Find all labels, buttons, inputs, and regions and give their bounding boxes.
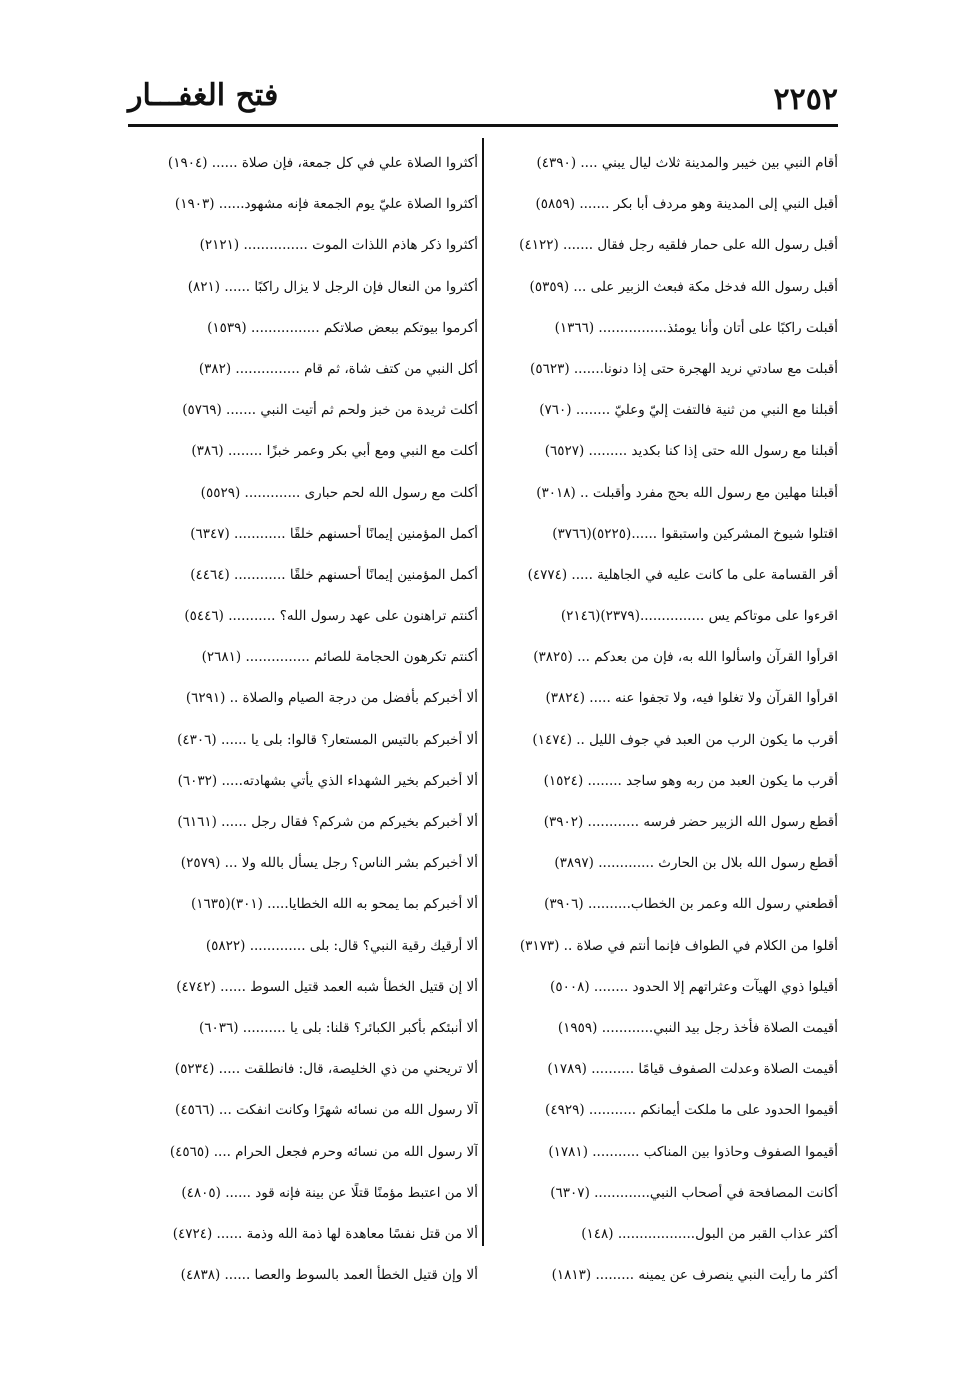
index-entry: آلا رسول الله من نسائه وحرم فجعل الحرام .... (٤٥٦٥)	[169, 1143, 478, 1160]
index-entry: أكمل المؤمنين إيمانًا أحسنهم خلقًا ............ (٦٣٤٧)	[190, 525, 478, 542]
index-entry: ألا من قتل نفسًا معاهدة لها ذمة الله وذمة ...... (٤٧٢٤)	[172, 1225, 478, 1242]
index-entry: ألا أخبركم بخيركم من شركم؟ فقال رجل ...... (٦١٦١)	[177, 814, 478, 830]
index-entry: ألا أخبركم بأفضل من درجة الصيام والصلاة .. (٦٢٩١)	[185, 690, 478, 707]
index-entry: أقيلوا ذوي الهيآت وعثراتهم إلا الحدود ........ (٥٠٠٨)	[550, 978, 838, 995]
index-entry: أقرب ما يكون الرب من العبد في جوف الليل .. (١٤٧٤)	[532, 731, 838, 748]
page-number: ٢٢٥٢	[773, 82, 838, 117]
index-entry: أقبلت راكبًا على أتان وأنا يومئذ................ (١٣٦٦)	[554, 319, 838, 336]
index-entry: ألا أخبركم بخير الشهداء الذي يأتي بشهادته..... (٦٠٣٢)	[177, 772, 478, 789]
book-title: فتح الغفـــار	[128, 78, 279, 113]
index-entry: أكمل المؤمنين إيمانًا أحسنهم خلقًا ............ (٤٤٦٤)	[190, 566, 478, 583]
index-entry: أكثروا الصلاة علي في كل جمعة، فإن صلاة ...... (١٩٠٤)	[167, 155, 478, 171]
index-column-left	[126, 143, 478, 1296]
index-entry: أقبل النبي إلى المدينة وهو مردف أبا بكر ....... (٥٨٥٩)	[535, 196, 838, 213]
index-entry: آلا رسول الله من نسائه شهرًا وكانت انفكت ... (٤٥٦٦)	[175, 1102, 478, 1119]
index-entry: ألا تريحني من ذي الخليصة، قال: فانطلقت ..... (٥٢٣٤)	[174, 1061, 478, 1078]
column-divider	[482, 138, 484, 1246]
index-entry: أقطعني رسول الله وعمر بن الخطاب.......... (٣٩٠٦)	[544, 896, 838, 913]
index-entry: أقيمت الصلاة وعدلت الصفوف قيامًا .......... (١٧٨٩)	[547, 1061, 838, 1078]
index-entry: أقر القسامة على ما كانت عليه في الجاهلية ..... (٤٧٧٤)	[527, 566, 838, 583]
index-entry: أقيموا الحدود على ما ملكت أيمانكم ........... (٤٩٢٩)	[545, 1102, 838, 1119]
index-entry: أكنتم تراهنون على عهد رسول الله؟ ........... (٥٤٤٦)	[184, 608, 478, 625]
index-entry: أقطع رسول الله الزبير حضر فرسه ............ (٣٩٠٢)	[543, 814, 838, 830]
index-entry: أقبلنا مهلين مع رسول الله بحج مفرد وأقبلت .. (٣٠١٨)	[536, 484, 838, 501]
index-entry: أكثروا من النعال فإن الرجل لا يزال راكبًا ...... (٨٢١)	[187, 278, 478, 295]
index-entry: أكانت المصافحة في أصحاب النبي............. (٦٣٠٧)	[550, 1184, 838, 1201]
index-entry: أكثروا الصلاة عليّ يوم الجمعة فإنه مشهود...... (١٩٠٣)	[174, 196, 478, 213]
index-entry: ألا أنبئكم بأكبر الكبائر؟ قلنا: بلى يا .......... (٦٠٣٦)	[198, 1019, 478, 1036]
index-column-right	[486, 143, 838, 1296]
index-entry: أكثر عذاب القبر من البول.................. (١٤٨)	[581, 1225, 838, 1242]
index-entry: ألا أخبركم بالتيس المستعار؟ قالوا: بلى يا ...... (٤٣٠٦)	[177, 731, 478, 748]
index-entry: أكلت ثريدة من خبز ولحم ثم أتيت النبي ....... (٥٧٦٩)	[182, 402, 478, 419]
index-entry: اقرءوا على موتاكم يس ...............(٢٣٧٩)(٢١٤٦)	[560, 608, 838, 625]
index-entry: أكثروا ذكر هاذم اللذات الموت ............... (٢١٢١)	[199, 237, 478, 254]
index-entry: ألا أرقيك رقية النبي؟ قال: بلى ............. (٥٨٢٢)	[205, 937, 478, 954]
index-entry: أقيموا الصفوف وحاذوا بين المناكب ........... (١٧٨١)	[548, 1143, 838, 1160]
page-header	[128, 76, 838, 124]
index-entry: أقلوا من الكلام في الطواف فإنما أنتم في صلاة .. (٣١٧٣)	[519, 937, 838, 954]
index-entry: ألا أخبركم بما يمحو به الله الخطايا..... (٣٠١)(١٦٣٥)	[191, 896, 478, 913]
header-rule	[128, 124, 838, 127]
index-entry: اقرأوا القرآن واسألوا الله به، فإن من بعدكم ... (٣٨٢٥)	[533, 649, 838, 666]
index-entry: أكلت مع رسول الله لحم حبارى ............. (٥٥٢٩)	[200, 484, 478, 501]
index-entry: أقبلنا مع النبي من ثنية فالتفت إليّ وعليّ ........ (٧٦٠)	[539, 402, 838, 419]
index-entry: أكرموا بيوتكم ببعض صلاتكم ................ (١٥٣٩)	[207, 319, 478, 336]
index-entry: أقبل رسول الله على حمار فلقيه رجل فقال ....... (٤١٢٢)	[519, 237, 838, 254]
index-entry: أكثر ما رأيت النبي ينصرف عن يمينه ......... (١٨١٣)	[551, 1267, 838, 1284]
index-entry: أقيمت الصلاة فأخذ رجل بيد النبي............ (١٩٥٩)	[557, 1019, 838, 1036]
index-entry: اقرأوا القرآن ولا تغلوا فيه، ولا تجفوا عنه ..... (٣٨٢٤)	[545, 690, 838, 707]
index-entry: ألا إن قتيل الخطأ شبه العمد قتيل السوط ...... (٤٧٤٢)	[176, 978, 478, 995]
index-entry: أقرب ما يكون العبد من ربه وهو ساجد ........ (١٥٢٤)	[543, 772, 838, 789]
index-entry: ألا من اعتبط مؤمنًا قتلًا عن بينة فإنه قود ...... (٤٨٠٥)	[181, 1184, 478, 1201]
index-entry: اقتلوا شيوخ المشركين واستبقوا ......(٥٢٢٥)(٣٧٦٦)	[552, 525, 838, 542]
index-entry: ألا وإن قتيل الخطأ العمد بالسوط والعصا ...... (٤٨٣٨)	[180, 1267, 478, 1284]
index-entry: أقبلت مع سادتي نريد الهجرة حتى إذا دنونا....... (٥٦٢٣)	[530, 360, 838, 377]
index-entry: أقبلنا مع رسول الله حتى إذا كنا بكديد ......... (٦٥٢٧)	[544, 443, 838, 460]
index-entry: أكل النبي من كتف شاة، ثم قام ............... (٣٨٢)	[198, 360, 478, 377]
index-entry: أكلت مع النبي ومع أبي بكر وعمر خبزًا ........ (٣٨٦)	[191, 443, 478, 460]
index-entry: أقطع رسول الله بلال بن الحارث ............. (٣٨٩٧)	[554, 855, 838, 872]
index-entry: أقام النبي بين خيبر والمدينة ثلاث ليال يبني .... (٤٣٩٠)	[536, 155, 838, 171]
index-entry: أقبل رسول الله فدخل مكة فبعث الزبير على ... (٥٣٥٩)	[529, 278, 838, 295]
index-entry: أكنتم تكرهون الحجامة للصائم ............... (٢٦٨١)	[201, 649, 478, 666]
index-entry: ألا أخبركم بشر الناس؟ رجل يسأل بالله ولا ... (٢٥٧٩)	[180, 855, 478, 872]
